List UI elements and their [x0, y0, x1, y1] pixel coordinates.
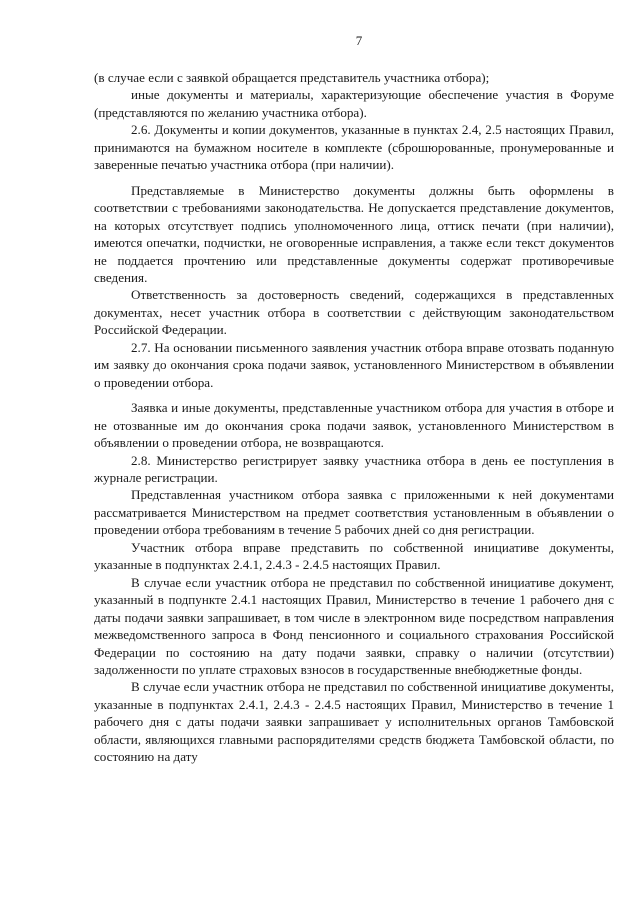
paragraph: Ответственность за достоверность сведений, содержащихся в представленных документах, несет участник отбора в соответствии с действующим законодательством Российской Федерации.	[94, 287, 614, 338]
paragraph: 2.6. Документы и копии документов, указанные в пунктах 2.4, 2.5 настоящих Правил, принимаются на бумажном носителе в комплекте (сброшюрованные, пронумерованные и заверенные печатью участника отбора (при наличии).	[94, 122, 614, 173]
paragraph: В случае если участник отбора не представил по собственной инициативе документы, указанные в подпунктах 2.4.1, 2.4.3 - 2.4.5 настоящих Правил, Министерство в течение 1 рабочего дня с даты подачи заявки запрашивает у исполнительных органов Тамбовской области, являющихся главными распорядителями средств бюджета Тамбовской области, по состоянию на дату	[94, 679, 614, 765]
paragraph: Участник отбора вправе представить по собственной инициативе документы, указанные в подпунктах 2.4.1, 2.4.3 - 2.4.5 настоящих Правил.	[94, 539, 614, 573]
page-number: 7	[355, 33, 363, 48]
paragraph: иные документы и материалы, характеризующие обеспечение участия в Форуме (представляются по желанию участника отбора).	[94, 87, 614, 120]
paragraph: В случае если участник отбора не представил по собственной инициативе документ, указанный в подпункте 2.4.1 настоящих Правил, Министерство в течение 1 рабочего дня с даты подачи заявки запрашивает, в том числе в электронном виде посредством направления межведомственного запроса в Фонд пенсионного и социального страхования Российской Федерации по состоянию на дату подачи заявки, справку о наличии (отсутствии) задолженности по уплате страховых взносов в государственные внебюджетные фонды.	[94, 574, 614, 677]
paragraph: Представленная участником отбора заявка с приложенными к ней документами рассматривается Министерством на предмет соответствия установленным в объявлении о проведении отбора требованиям в течение 5 рабочих дней со дня регистрации.	[94, 487, 614, 538]
paragraph: Представляемые в Министерство документы должны быть оформлены в соответствии с требованиями законодательства. Не допускается представление документов, на которых отсутствует подпись уполномоченного лица, оттиск печати (при наличии), имеются опечатки, подчистки, не оговоренные исправления, а также если текст документов не поддается прочтению или представленные документы содержат противоречивые сведения.	[94, 182, 614, 285]
paragraph: (в случае если с заявкой обращается представитель участника отбора);	[94, 70, 490, 85]
paragraph: Заявка и иные документы, представленные участником отбора для участия в отборе и не отозванные им до окончания срока подачи заявок, установленного Министерством в объявлении о проведении отбора, не возвращаются.	[94, 400, 614, 451]
paragraph: 2.7. На основании письменного заявления участник отбора вправе отозвать поданную им заявку до окончания срока подачи заявок, установленного Министерством в объявлении о проведении отбора.	[94, 339, 614, 390]
document-body	[94, 69, 614, 766]
paragraph: 2.8. Министерство регистрирует заявку участника отбора в день ее поступления в журнале регистрации.	[94, 452, 614, 485]
